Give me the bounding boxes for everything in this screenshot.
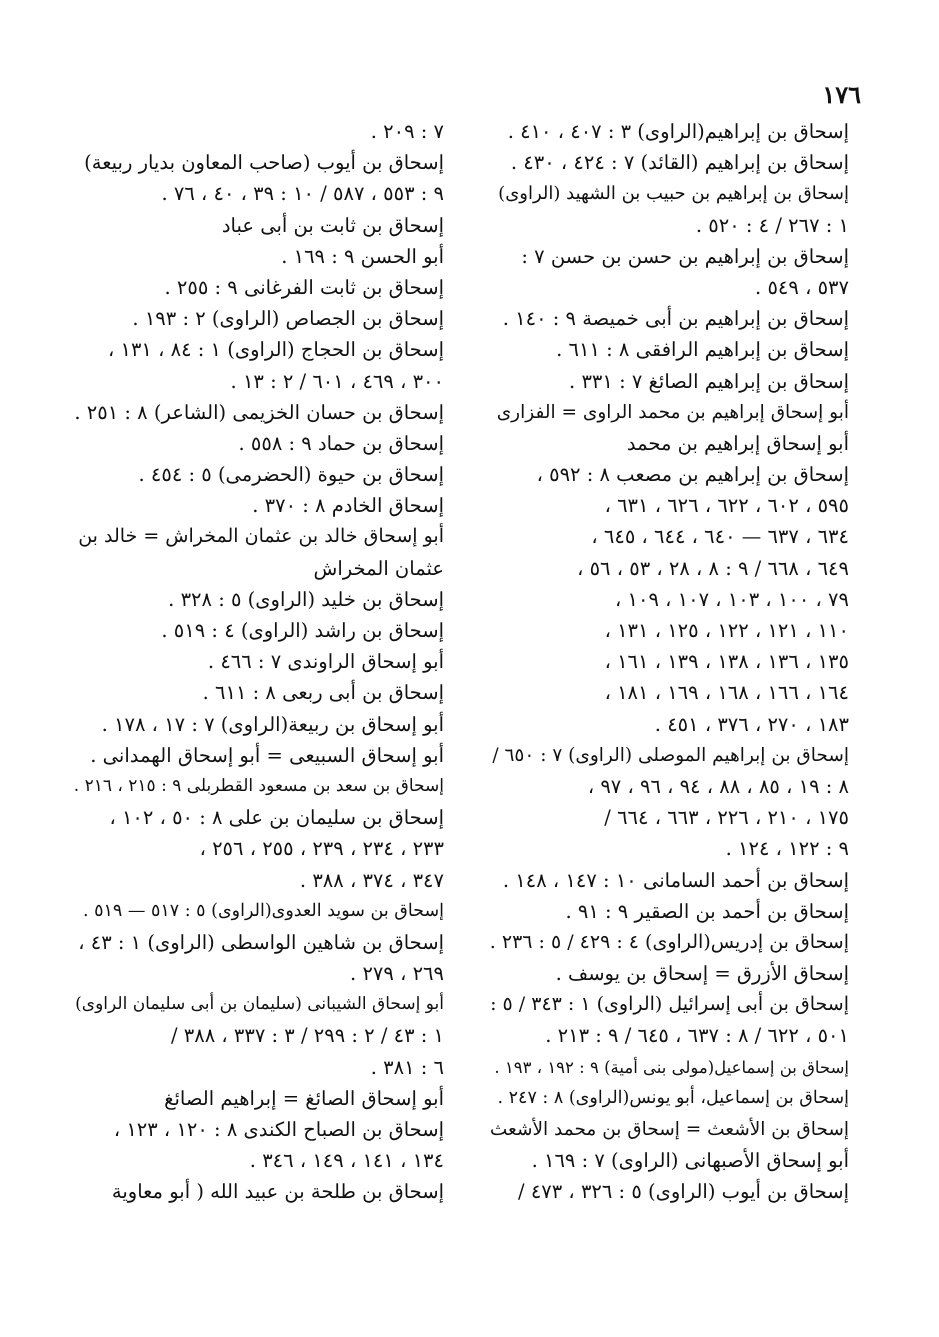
index-entry-line: إسحاق الخادم ٨ : ٣٧٠ . xyxy=(252,494,444,518)
index-entry-line: أبو إسحاق إبراهيم بن محمد xyxy=(626,431,849,455)
index-entry-line: ١ : ٤٣ / ٢ : ٢٩٩ / ٣ : ٣٣٧ ، ٣٨٨ / xyxy=(171,1024,444,1048)
index-entry-line: ١٧٥ ، ٢١٠ ، ٢٢٦ ، ٦٦٣ ، ٦٦٤ / xyxy=(604,806,849,830)
index-entry-line: إسحاق بن راشد (الراوی) ٤ : ٥١٩ . xyxy=(161,619,444,642)
index-entry-line: ٥٣٧ ، ٥٤٩ . xyxy=(755,275,849,299)
index-entry-line: إسحاق بن أبی إسرائيل (الراوی) ١ : ٣٤٣ / ٥ : xyxy=(490,993,849,1016)
index-entry-line: إسحاق بن إبراهيم الصائغ ٧ : ٣٣١ . xyxy=(569,369,849,393)
index-column-left xyxy=(74,116,444,1208)
index-entry-line: إسحاق بن حسان الخزيمی (الشاعر) ٨ : ٢٥١ . xyxy=(74,400,444,424)
index-entry-line: ٦ : ٣٨١ . xyxy=(370,1055,444,1079)
index-entry-line: ٢٦٩ ، ٢٧٩ . xyxy=(350,962,444,986)
index-entry-line: إسحاق بن الصباح الكندی ٨ : ١٢٠ ، ١٢٣ ، xyxy=(113,1118,444,1141)
index-entry-line: إسحاق بن ثابت الفرغانی ٩ : ٢٥٥ . xyxy=(164,275,444,299)
index-entry-line: أبو الحسن ٩ : ١٦٩ . xyxy=(281,244,444,268)
index-entry-line: ٩ : ١٢٢ ، ١٢٤ . xyxy=(725,837,849,861)
index-entry-line: إسحاق بن حيوة (الحضرمی) ٥ : ٤٥٤ . xyxy=(138,463,444,487)
index-entry-line: إسحاق بن ثابت بن أبی عباد xyxy=(221,213,444,237)
index-entry-line: إسحاق بن الجصاص (الراوی) ٢ : ١٩٣ . xyxy=(132,307,444,331)
page-number: ١٧٦ xyxy=(822,80,861,109)
index-entry-line: إسحاق بن طلحة بن عبيد الله ( أبو معاوية xyxy=(111,1180,444,1204)
index-entry-line: ١١٠ ، ١٢١ ، ١٢٢ ، ١٢٥ ، ١٣١ ، xyxy=(604,619,849,642)
index-entry-line: إسحاق بن أحمد السامانی ١٠ : ١٤٧ ، ١٤٨ . xyxy=(502,868,849,892)
index-entry-line: ١٣٥ ، ١٣٦ ، ١٣٨ ، ١٣٩ ، ١٦١ ، xyxy=(604,650,849,674)
index-entry-line: إسحاق بن حماد ٩ : ٥٥٨ . xyxy=(238,431,444,455)
index-entry-line: ١ : ٢٦٧ / ٤ : ٥٢٠ . xyxy=(695,213,849,237)
index-entry-line: إسحاق بن الحجاج (الراوی) ١ : ٨٤ ، ١٣١ ، xyxy=(107,338,444,362)
index-entry-line: عثمان المخراش xyxy=(313,556,444,580)
index-entry-line: أبو إسحاق الراوندی ٧ : ٤٦٦ . xyxy=(207,650,444,674)
index-entry-line: أبو إسحاق الصائغ = إبراهيم الصائغ xyxy=(164,1086,444,1110)
index-entry-line: ٨ : ١٩ ، ٨٥ ، ٨٨ ، ٩٤ ، ٩٦ ، ٩٧ ، xyxy=(587,774,849,798)
index-entry-line: ٧٩ ، ١٠٠ ، ١٠٣ ، ١٠٧ ، ١٠٩ ، xyxy=(615,587,849,611)
index-entry-line: ٣٤٧ ، ٣٧٤ ، ٣٨٨ . xyxy=(299,868,444,892)
index-entry-line: أبو إسحاق بن ربيعة(الراوی) ٧ : ١٧ ، ١٧٨ . xyxy=(101,712,444,736)
index-entry-line: ١٦٤ ، ١٦٦ ، ١٦٨ ، ١٦٩ ، ١٨١ ، xyxy=(604,681,849,705)
index-entry-line: أبو إسحاق الشيبانی (سليمان بن أبی سليمان الراوی) xyxy=(75,994,444,1015)
index-entry-line: ٥٠١ ، ٦٢٢ / ٨ : ٦٣٧ ، ٦٤٥ / ٩ : ٢١٣ . xyxy=(545,1024,849,1048)
index-entry-line: إسحاق بن أحمد بن الصقير ٩ : ٩١ . xyxy=(565,899,849,923)
index-entry-line: إسحاق بن إبراهيم الرافقی ٨ : ٦١١ . xyxy=(556,338,849,362)
index-entry-line: ١٣٤ ، ١٤١ ، ١٤٩ ، ٣٤٦ . xyxy=(249,1149,444,1173)
index-entry-line: إسحاق بن خليد (الراوی) ٥ : ٣٢٨ . xyxy=(168,587,444,611)
index-entry-line: إسحاق بن إبراهيم بن حبيب بن الشهيد (الراوی) xyxy=(498,183,849,205)
index-entry-line: إسحاق الأزرق = إسحاق بن يوسف . xyxy=(555,962,849,986)
index-entry-line: ٧ : ٢٠٩ . xyxy=(370,120,444,143)
index-entry-line: إسحاق بن إسماعيل، أبو يونس(الراوی) ٨ : ٢٤٧ . xyxy=(497,1087,849,1108)
index-entry-line: إسحاق بن إبراهيم بن أبی خميصة ٩ : ١٤٠ . xyxy=(502,307,849,331)
index-entry-line: إسحاق بن الأشعث = إسحاق بن محمد الأشعث xyxy=(489,1119,849,1140)
index-entry-line: إسحاق بن أيوب (صاحب المعاون بديار ربيعة) xyxy=(84,151,444,175)
index-entry-line: أبو إسحاق إبراهيم بن محمد الراوی = الفزاری xyxy=(496,401,849,423)
index-entry-line: إسحاق بن سعد بن مسعود القطربلی ٩ : ٢١٥ ، ٢١٦ . xyxy=(73,775,444,796)
index-column-right xyxy=(489,116,849,1208)
index-entry-line: أبو إسحاق خالد بن عثمان المخراش = خالد بن xyxy=(78,525,444,548)
index-entry-line: أبو إسحاق الأصبهانی (الراوی) ٧ : ١٦٩ . xyxy=(531,1149,849,1173)
index-entry-line: إسحاق بن أبی ربعی ٨ : ٦١١ . xyxy=(202,681,444,705)
index-entry-line: أبو إسحاق السبيعی = أبو إسحاق الهمدانی . xyxy=(90,743,444,767)
index-entry-line: إسحاق بن إبراهيم(الراوی) ٣ : ٤٠٧ ، ٤١٠ . xyxy=(507,120,849,143)
index-entry-line: إسحاق بن أيوب (الراوی) ٥ : ٣٢٦ ، ٤٧٣ / xyxy=(518,1180,849,1204)
index-entry-line: ٩ : ٥٥٣ ، ٥٨٧ / ١٠ : ٣٩ ، ٤٠ ، ٧٦ . xyxy=(161,182,444,206)
index-entry-line: ٢٣٣ ، ٢٣٤ ، ٢٣٩ ، ٢٥٥ ، ٢٥٦ ، xyxy=(199,837,444,861)
index-entry-line: إسحاق بن سليمان بن علی ٨ : ٥٠ ، ١٠٢ ، xyxy=(109,806,444,830)
index-entry-line: إسحاق بن شاهين الواسطی (الراوی) ١ : ٤٣ ، xyxy=(78,930,444,954)
index-entry-line: إسحاق بن إبراهيم بن مصعب ٨ : ٥٩٢ ، xyxy=(536,463,849,487)
index-entry-line: ٦٤٩ ، ٦٦٨ / ٩ : ٨ ، ٢٨ ، ٥٣ ، ٥٦ ، xyxy=(577,556,849,580)
index-entry-line: إسحاق بن إبراهيم (القائد) ٧ : ٤٢٤ ، ٤٣٠ . xyxy=(510,151,849,175)
index-entry-line: إسحاق بن إبراهيم الموصلی (الراوی) ٧ : ٦٥٠ / xyxy=(492,744,849,766)
index-entry-line: ٥٩٥ ، ٦٠٢ ، ٦٢٢ ، ٦٢٦ ، ٦٣١ ، xyxy=(604,494,849,518)
index-entry-line: إسحاق بن سويد العدوی(الراوی) ٥ : ٥١٧ — ٥١٩ . xyxy=(82,900,444,921)
index-entry-line: ٣٠٠ ، ٤٦٩ ، ٦٠١ / ٢ : ١٣ . xyxy=(230,369,444,393)
index-entry-line: إسحاق بن إسماعيل(مولی بنی أمية) ٩ : ١٩٢ ، ١٩٣ . xyxy=(494,1057,849,1077)
index-entry-line: إسحاق بن إبراهيم بن حسن بن حسن ٧ : xyxy=(521,244,849,268)
index-entry-line: ١٨٣ ، ٢٧٠ ، ٣٧٦ ، ٤٥١ . xyxy=(654,712,849,736)
index-entry-line: إسحاق بن إدريس(الراوی) ٤ : ٤٢٩ / ٥ : ٢٣٦ . xyxy=(489,930,849,953)
index-entry-line: ٦٣٤ ، ٦٣٧ — ٦٤٠ ، ٦٤٤ ، ٦٤٥ ، xyxy=(591,525,849,549)
